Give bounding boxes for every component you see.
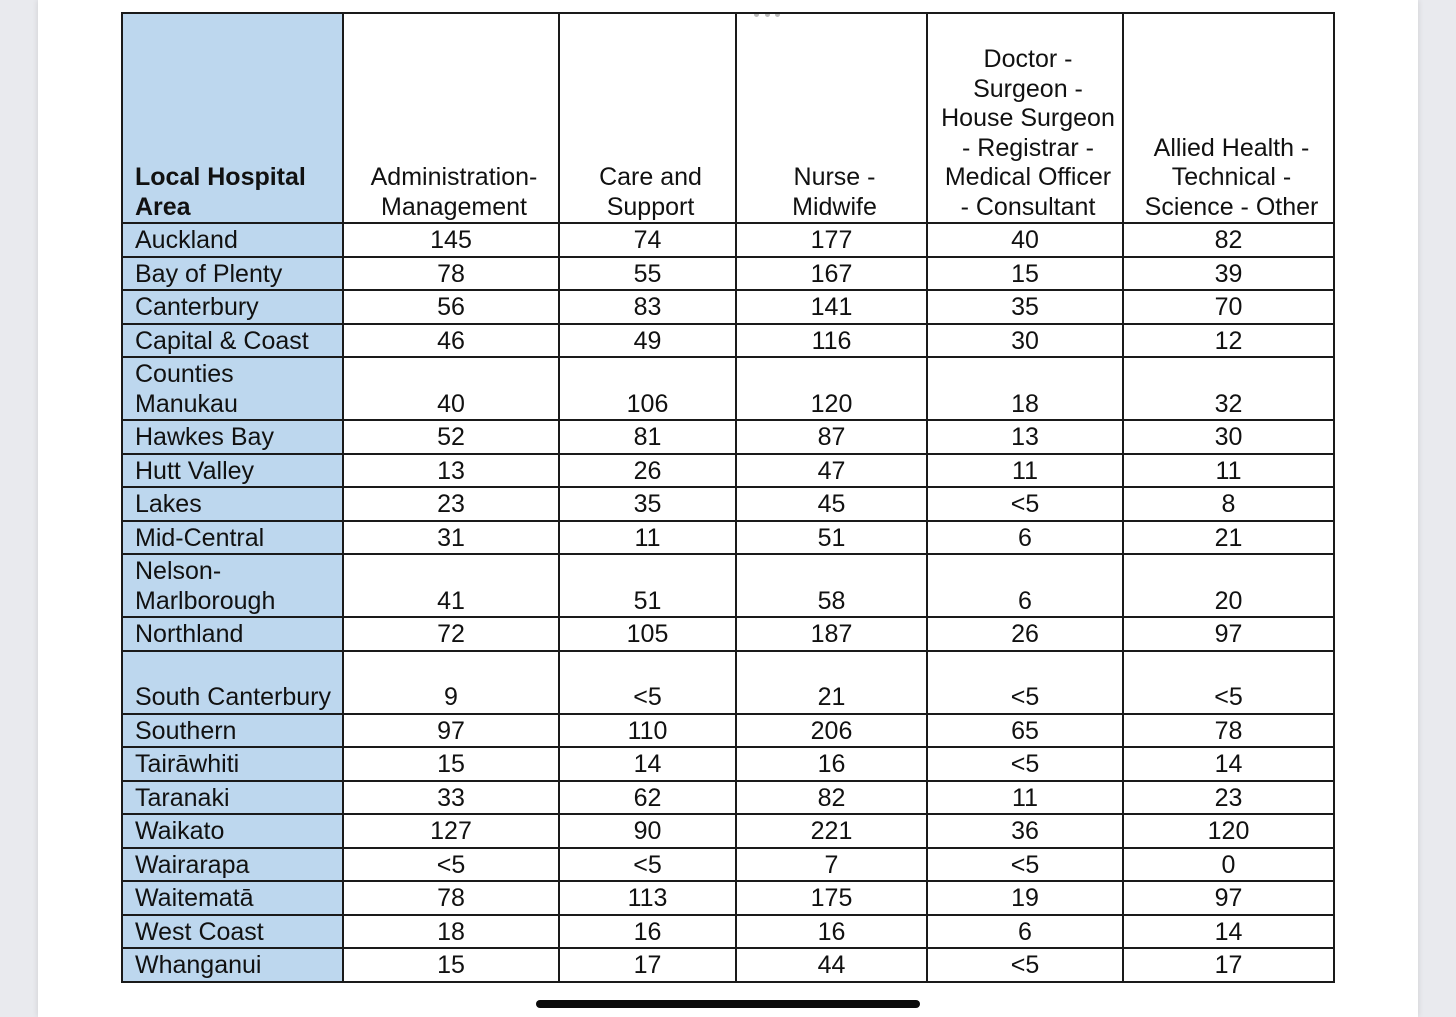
value-cell: 120 — [736, 357, 927, 420]
value-cell: 72 — [343, 617, 559, 651]
value-cell: 11 — [927, 454, 1123, 488]
value-cell: 30 — [1123, 420, 1334, 454]
value-cell: 177 — [736, 223, 927, 257]
value-cell: 105 — [559, 617, 736, 651]
value-cell: 30 — [927, 324, 1123, 358]
value-cell: 97 — [1123, 617, 1334, 651]
value-cell: 110 — [559, 714, 736, 748]
value-cell: 141 — [736, 290, 927, 324]
table-row — [122, 747, 1334, 781]
value-cell: 13 — [927, 420, 1123, 454]
header-administration-management: Administration-Management — [343, 13, 559, 223]
value-cell: 52 — [343, 420, 559, 454]
area-cell: Southern — [122, 714, 343, 748]
table-row — [122, 848, 1334, 882]
value-cell: 31 — [343, 521, 559, 555]
value-cell: <5 — [559, 848, 736, 882]
header-local-hospital-area: Local Hospital Area — [122, 13, 343, 223]
value-cell: 221 — [736, 814, 927, 848]
value-cell: 9 — [343, 651, 559, 714]
area-cell: Nelson-Marlborough — [122, 554, 343, 617]
value-cell: <5 — [343, 848, 559, 882]
table-row — [122, 781, 1334, 815]
value-cell: 19 — [927, 881, 1123, 915]
value-cell: 127 — [343, 814, 559, 848]
table-row — [122, 324, 1334, 358]
table-row — [122, 487, 1334, 521]
value-cell: 83 — [559, 290, 736, 324]
table-row — [122, 257, 1334, 291]
value-cell: 40 — [927, 223, 1123, 257]
value-cell: 11 — [1123, 454, 1334, 488]
value-cell: 74 — [559, 223, 736, 257]
header-care-and-support: Care and Support — [559, 13, 736, 223]
value-cell: 87 — [736, 420, 927, 454]
area-cell: Bay of Plenty — [122, 257, 343, 291]
table-row — [122, 357, 1334, 420]
table-row — [122, 915, 1334, 949]
value-cell: 11 — [927, 781, 1123, 815]
table-row — [122, 454, 1334, 488]
value-cell: 18 — [927, 357, 1123, 420]
value-cell: 82 — [736, 781, 927, 815]
value-cell: 175 — [736, 881, 927, 915]
value-cell: <5 — [927, 948, 1123, 982]
value-cell: 6 — [927, 915, 1123, 949]
value-cell: 81 — [559, 420, 736, 454]
table-row — [122, 223, 1334, 257]
table-row — [122, 290, 1334, 324]
value-cell: 47 — [736, 454, 927, 488]
value-cell: 41 — [343, 554, 559, 617]
value-cell: 15 — [343, 747, 559, 781]
area-cell: Waikato — [122, 814, 343, 848]
area-cell: Auckland — [122, 223, 343, 257]
value-cell: 39 — [1123, 257, 1334, 291]
area-cell: Northland — [122, 617, 343, 651]
table-header-row — [122, 13, 1334, 223]
value-cell: 6 — [927, 521, 1123, 555]
value-cell: 65 — [927, 714, 1123, 748]
area-cell: Waitematā — [122, 881, 343, 915]
table-row — [122, 617, 1334, 651]
value-cell: 97 — [1123, 881, 1334, 915]
area-cell: Lakes — [122, 487, 343, 521]
value-cell: 32 — [1123, 357, 1334, 420]
value-cell: <5 — [927, 747, 1123, 781]
area-cell: Wairarapa — [122, 848, 343, 882]
value-cell: 33 — [343, 781, 559, 815]
value-cell: 14 — [1123, 747, 1334, 781]
hospital-staff-table — [121, 12, 1335, 983]
area-cell: South Canterbury — [122, 651, 343, 714]
value-cell: <5 — [927, 651, 1123, 714]
table-row — [122, 521, 1334, 555]
value-cell: 40 — [343, 357, 559, 420]
value-cell: 17 — [1123, 948, 1334, 982]
area-cell: Capital & Coast — [122, 324, 343, 358]
value-cell: 206 — [736, 714, 927, 748]
value-cell: 45 — [736, 487, 927, 521]
area-cell: Counties Manukau — [122, 357, 343, 420]
value-cell: 16 — [559, 915, 736, 949]
value-cell: 145 — [343, 223, 559, 257]
table-row — [122, 948, 1334, 982]
value-cell: 14 — [1123, 915, 1334, 949]
value-cell: 21 — [1123, 521, 1334, 555]
table-row — [122, 651, 1334, 714]
value-cell: 49 — [559, 324, 736, 358]
value-cell: 23 — [1123, 781, 1334, 815]
value-cell: 18 — [343, 915, 559, 949]
value-cell: 58 — [736, 554, 927, 617]
value-cell: 97 — [343, 714, 559, 748]
value-cell: 55 — [559, 257, 736, 291]
value-cell: 15 — [927, 257, 1123, 291]
value-cell: 106 — [559, 357, 736, 420]
table-row — [122, 420, 1334, 454]
value-cell: 26 — [927, 617, 1123, 651]
value-cell: 116 — [736, 324, 927, 358]
value-cell: 17 — [559, 948, 736, 982]
value-cell: 51 — [559, 554, 736, 617]
value-cell: 12 — [1123, 324, 1334, 358]
table-row — [122, 554, 1334, 617]
value-cell: 0 — [1123, 848, 1334, 882]
value-cell: 167 — [736, 257, 927, 291]
value-cell: 7 — [736, 848, 927, 882]
value-cell: 62 — [559, 781, 736, 815]
value-cell: 21 — [736, 651, 927, 714]
value-cell: 44 — [736, 948, 927, 982]
area-cell: Tairāwhiti — [122, 747, 343, 781]
header-nurse-midwife: Nurse - Midwife — [736, 13, 927, 223]
value-cell: 14 — [559, 747, 736, 781]
area-cell: Hawkes Bay — [122, 420, 343, 454]
value-cell: 78 — [1123, 714, 1334, 748]
area-cell: Mid-Central — [122, 521, 343, 555]
value-cell: 11 — [559, 521, 736, 555]
home-indicator[interactable] — [536, 1000, 920, 1008]
value-cell: 6 — [927, 554, 1123, 617]
value-cell: 8 — [1123, 487, 1334, 521]
header-allied-health: Allied Health - Technical - Science - Other — [1123, 13, 1334, 223]
value-cell: 20 — [1123, 554, 1334, 617]
value-cell: 15 — [343, 948, 559, 982]
value-cell: <5 — [1123, 651, 1334, 714]
table-row — [122, 881, 1334, 915]
header-doctor-surgeon: Doctor - Surgeon - House Surgeon - Registrar - Medical Officer - Consultant — [927, 13, 1123, 223]
value-cell: 23 — [343, 487, 559, 521]
area-cell: Whanganui — [122, 948, 343, 982]
area-cell: West Coast — [122, 915, 343, 949]
value-cell: <5 — [927, 487, 1123, 521]
value-cell: 78 — [343, 881, 559, 915]
value-cell: 36 — [927, 814, 1123, 848]
value-cell: 35 — [927, 290, 1123, 324]
value-cell: 78 — [343, 257, 559, 291]
value-cell: 51 — [736, 521, 927, 555]
value-cell: <5 — [559, 651, 736, 714]
value-cell: 90 — [559, 814, 736, 848]
value-cell: 70 — [1123, 290, 1334, 324]
value-cell: 16 — [736, 747, 927, 781]
table-body — [122, 223, 1334, 982]
area-cell: Hutt Valley — [122, 454, 343, 488]
value-cell: 56 — [343, 290, 559, 324]
value-cell: 16 — [736, 915, 927, 949]
value-cell: 46 — [343, 324, 559, 358]
value-cell: 113 — [559, 881, 736, 915]
value-cell: 82 — [1123, 223, 1334, 257]
value-cell: 35 — [559, 487, 736, 521]
area-cell: Taranaki — [122, 781, 343, 815]
value-cell: 187 — [736, 617, 927, 651]
value-cell: 13 — [343, 454, 559, 488]
table-row — [122, 814, 1334, 848]
value-cell: 26 — [559, 454, 736, 488]
value-cell: <5 — [927, 848, 1123, 882]
area-cell: Canterbury — [122, 290, 343, 324]
value-cell: 120 — [1123, 814, 1334, 848]
table-row — [122, 714, 1334, 748]
